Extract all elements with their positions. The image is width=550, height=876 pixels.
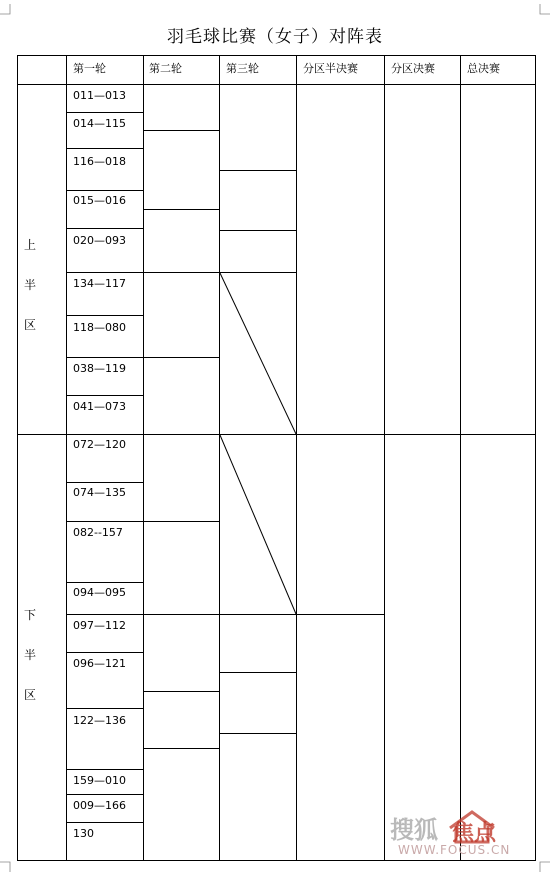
watermark-text-1: 搜狐	[390, 816, 438, 844]
first-round-match: 020—093	[73, 234, 126, 247]
first-round-match: 011—013	[73, 89, 126, 102]
header-grand-final: 总决赛	[467, 62, 500, 75]
header-division-final: 分区决赛	[391, 62, 435, 75]
bye-diagonal-upper	[220, 273, 296, 434]
first-round-match: 038—119	[73, 362, 126, 375]
first-round-match: 096—121	[73, 657, 126, 670]
bye-diagonal-lower	[220, 435, 296, 614]
first-round-match: 014—115	[73, 117, 126, 130]
lower-half-label-1: 下	[24, 608, 37, 622]
upper-half-label-2: 半	[24, 278, 37, 292]
first-round-match: 134—117	[73, 277, 126, 290]
first-round-match: 116—018	[73, 155, 126, 168]
first-round-match: 074—135	[73, 486, 126, 499]
first-round-match: 094—095	[73, 586, 126, 599]
upper-half-label-1: 上	[24, 238, 37, 252]
first-round-match: 009—166	[73, 799, 126, 812]
lower-half-label-3: 区	[24, 688, 37, 702]
first-round-match: 122—136	[73, 714, 126, 727]
first-round-match: 015—016	[73, 194, 126, 207]
first-round-match: 072—120	[73, 438, 126, 451]
first-round-match: 041—073	[73, 400, 126, 413]
bracket-grid	[17, 55, 536, 861]
first-round-match: 159—010	[73, 774, 126, 787]
first-round-match: 082--157	[73, 526, 123, 539]
header-round-1: 第一轮	[73, 62, 106, 75]
first-round-match: 130	[73, 827, 94, 840]
lower-half-label-2: 半	[24, 648, 37, 662]
first-round-match: 118—080	[73, 321, 126, 334]
bye-diagonals	[220, 273, 296, 614]
header-round-2: 第二轮	[149, 62, 182, 75]
watermark-url: WWW.FOCUS.CN	[398, 843, 511, 857]
watermark-logo	[390, 806, 530, 866]
watermark-text-2: 焦点	[452, 821, 497, 846]
first-round-match: 097—112	[73, 619, 126, 632]
upper-half-label-3: 区	[24, 318, 37, 332]
header-semifinal: 分区半决赛	[303, 62, 358, 75]
header-round-3: 第三轮	[226, 62, 259, 75]
page-title: 羽毛球比赛（女子）对阵表	[167, 27, 383, 47]
